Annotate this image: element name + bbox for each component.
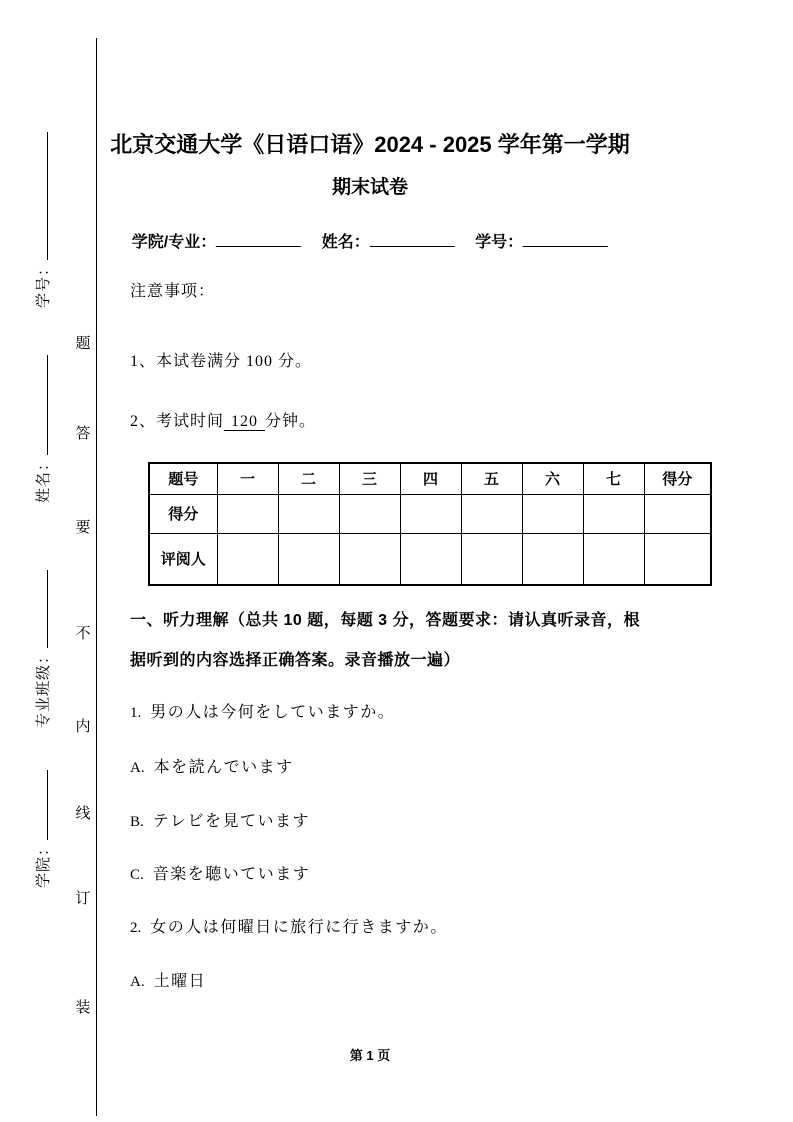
margin-field-college xyxy=(33,770,54,888)
exam-title: 北京交通大学《日语口语》2024 - 2025 学年第一学期 xyxy=(110,132,630,157)
score-table xyxy=(148,462,712,586)
reviewer-cell xyxy=(339,533,400,585)
score-table-header-cell: 题号 xyxy=(149,463,217,494)
binding-line xyxy=(96,38,97,1116)
score-table-header-cell: 得分 xyxy=(644,463,711,494)
score-row-label: 得分 xyxy=(149,494,217,533)
option-label: C. xyxy=(130,867,144,883)
score-table-score-row xyxy=(149,494,711,533)
option-label: A. xyxy=(130,974,145,990)
binding-char: 装 xyxy=(75,1000,91,1016)
option-text: 音楽を聴いています xyxy=(152,866,311,883)
option-line xyxy=(130,811,310,833)
field-label: 姓名： xyxy=(321,234,370,251)
margin-field-label: 姓名： xyxy=(36,454,52,503)
reviewer-cell xyxy=(278,533,339,585)
binding-char: 内 xyxy=(75,719,91,735)
score-table-header-row xyxy=(149,463,711,494)
question-line xyxy=(130,917,448,939)
question-line xyxy=(130,702,395,724)
fill-in-line xyxy=(33,132,48,260)
score-cell xyxy=(461,494,522,533)
binding-char: 不 xyxy=(75,626,91,642)
option-line xyxy=(130,757,294,779)
binding-char: 线 xyxy=(75,806,91,822)
score-table-header-cell: 一 xyxy=(217,463,278,494)
reviewer-cell xyxy=(644,533,711,585)
score-cell xyxy=(522,494,583,533)
student-info-fields xyxy=(132,229,608,252)
score-cell xyxy=(339,494,400,533)
note-item-1: 1、本试卷满分 100 分。 xyxy=(130,353,313,370)
score-cell xyxy=(400,494,461,533)
section-heading-line1: 一、听力理解（总共 10 题，每题 3 分，答题要求：请认真听录音，根 xyxy=(130,612,640,629)
question-text: 男の人は今何をしていますか。 xyxy=(150,704,396,721)
question-number: 1. xyxy=(130,705,142,721)
binding-char: 题 xyxy=(75,336,91,352)
option-text: 土曜日 xyxy=(153,973,207,990)
option-text: テレビを見ています xyxy=(152,813,310,830)
fill-in-line xyxy=(33,355,48,455)
option-line xyxy=(130,864,310,886)
field-label: 学号： xyxy=(475,234,524,251)
option-label: A. xyxy=(130,760,145,776)
score-table-header-cell: 四 xyxy=(400,463,461,494)
field-name xyxy=(322,234,455,251)
score-cell xyxy=(278,494,339,533)
fill-in-blank xyxy=(523,231,608,247)
field-label: 学院/专业： xyxy=(131,234,217,251)
option-line xyxy=(130,971,206,993)
note-item-2-text: 分钟。 xyxy=(265,413,317,430)
field-college-major xyxy=(132,234,301,251)
score-cell xyxy=(644,494,711,533)
margin-field-student-id xyxy=(33,132,54,308)
score-table-header-cell: 三 xyxy=(339,463,400,494)
binding-char: 答 xyxy=(75,426,91,442)
option-label: B. xyxy=(130,814,144,830)
margin-field-class xyxy=(33,570,54,728)
reviewer-cell xyxy=(583,533,644,585)
note-item-2 xyxy=(130,411,316,433)
note-item-2-text: 2、考试时间 xyxy=(130,413,225,430)
reviewer-cell xyxy=(400,533,461,585)
binding-char: 订 xyxy=(75,891,91,907)
binding-char: 要 xyxy=(75,520,91,536)
option-text: 本を読んでいます xyxy=(153,759,294,776)
exam-duration-value: 120 xyxy=(224,413,265,431)
question-number: 2. xyxy=(130,920,142,936)
score-cell xyxy=(217,494,278,533)
page-number: 第 1 页 xyxy=(349,1048,391,1063)
score-cell xyxy=(583,494,644,533)
reviewer-cell xyxy=(461,533,522,585)
notes-heading: 注意事项： xyxy=(130,283,216,300)
fill-in-blank xyxy=(216,231,301,247)
fill-in-blank xyxy=(370,231,455,247)
score-table-header-cell: 二 xyxy=(278,463,339,494)
margin-field-name xyxy=(33,355,54,503)
question-text: 女の人は何曜日に旅行に行きますか。 xyxy=(150,919,448,936)
reviewer-cell xyxy=(522,533,583,585)
reviewer-cell xyxy=(217,533,278,585)
fill-in-line xyxy=(33,770,48,840)
margin-field-label: 学号： xyxy=(36,259,52,308)
score-table-header-cell: 五 xyxy=(461,463,522,494)
exam-subtitle: 期末试卷 xyxy=(331,177,409,198)
margin-field-label: 学院： xyxy=(36,839,52,888)
section-heading-line2: 据听到的内容选择正确答案。录音播放一遍） xyxy=(130,652,461,669)
reviewer-row-label: 评阅人 xyxy=(149,533,217,585)
field-student-id xyxy=(475,234,608,251)
fill-in-line xyxy=(33,570,48,648)
score-table-header-cell: 七 xyxy=(583,463,644,494)
score-table-header-cell: 六 xyxy=(522,463,583,494)
score-table-reviewer-row xyxy=(149,533,711,585)
margin-field-label: 专业班级： xyxy=(36,647,52,728)
